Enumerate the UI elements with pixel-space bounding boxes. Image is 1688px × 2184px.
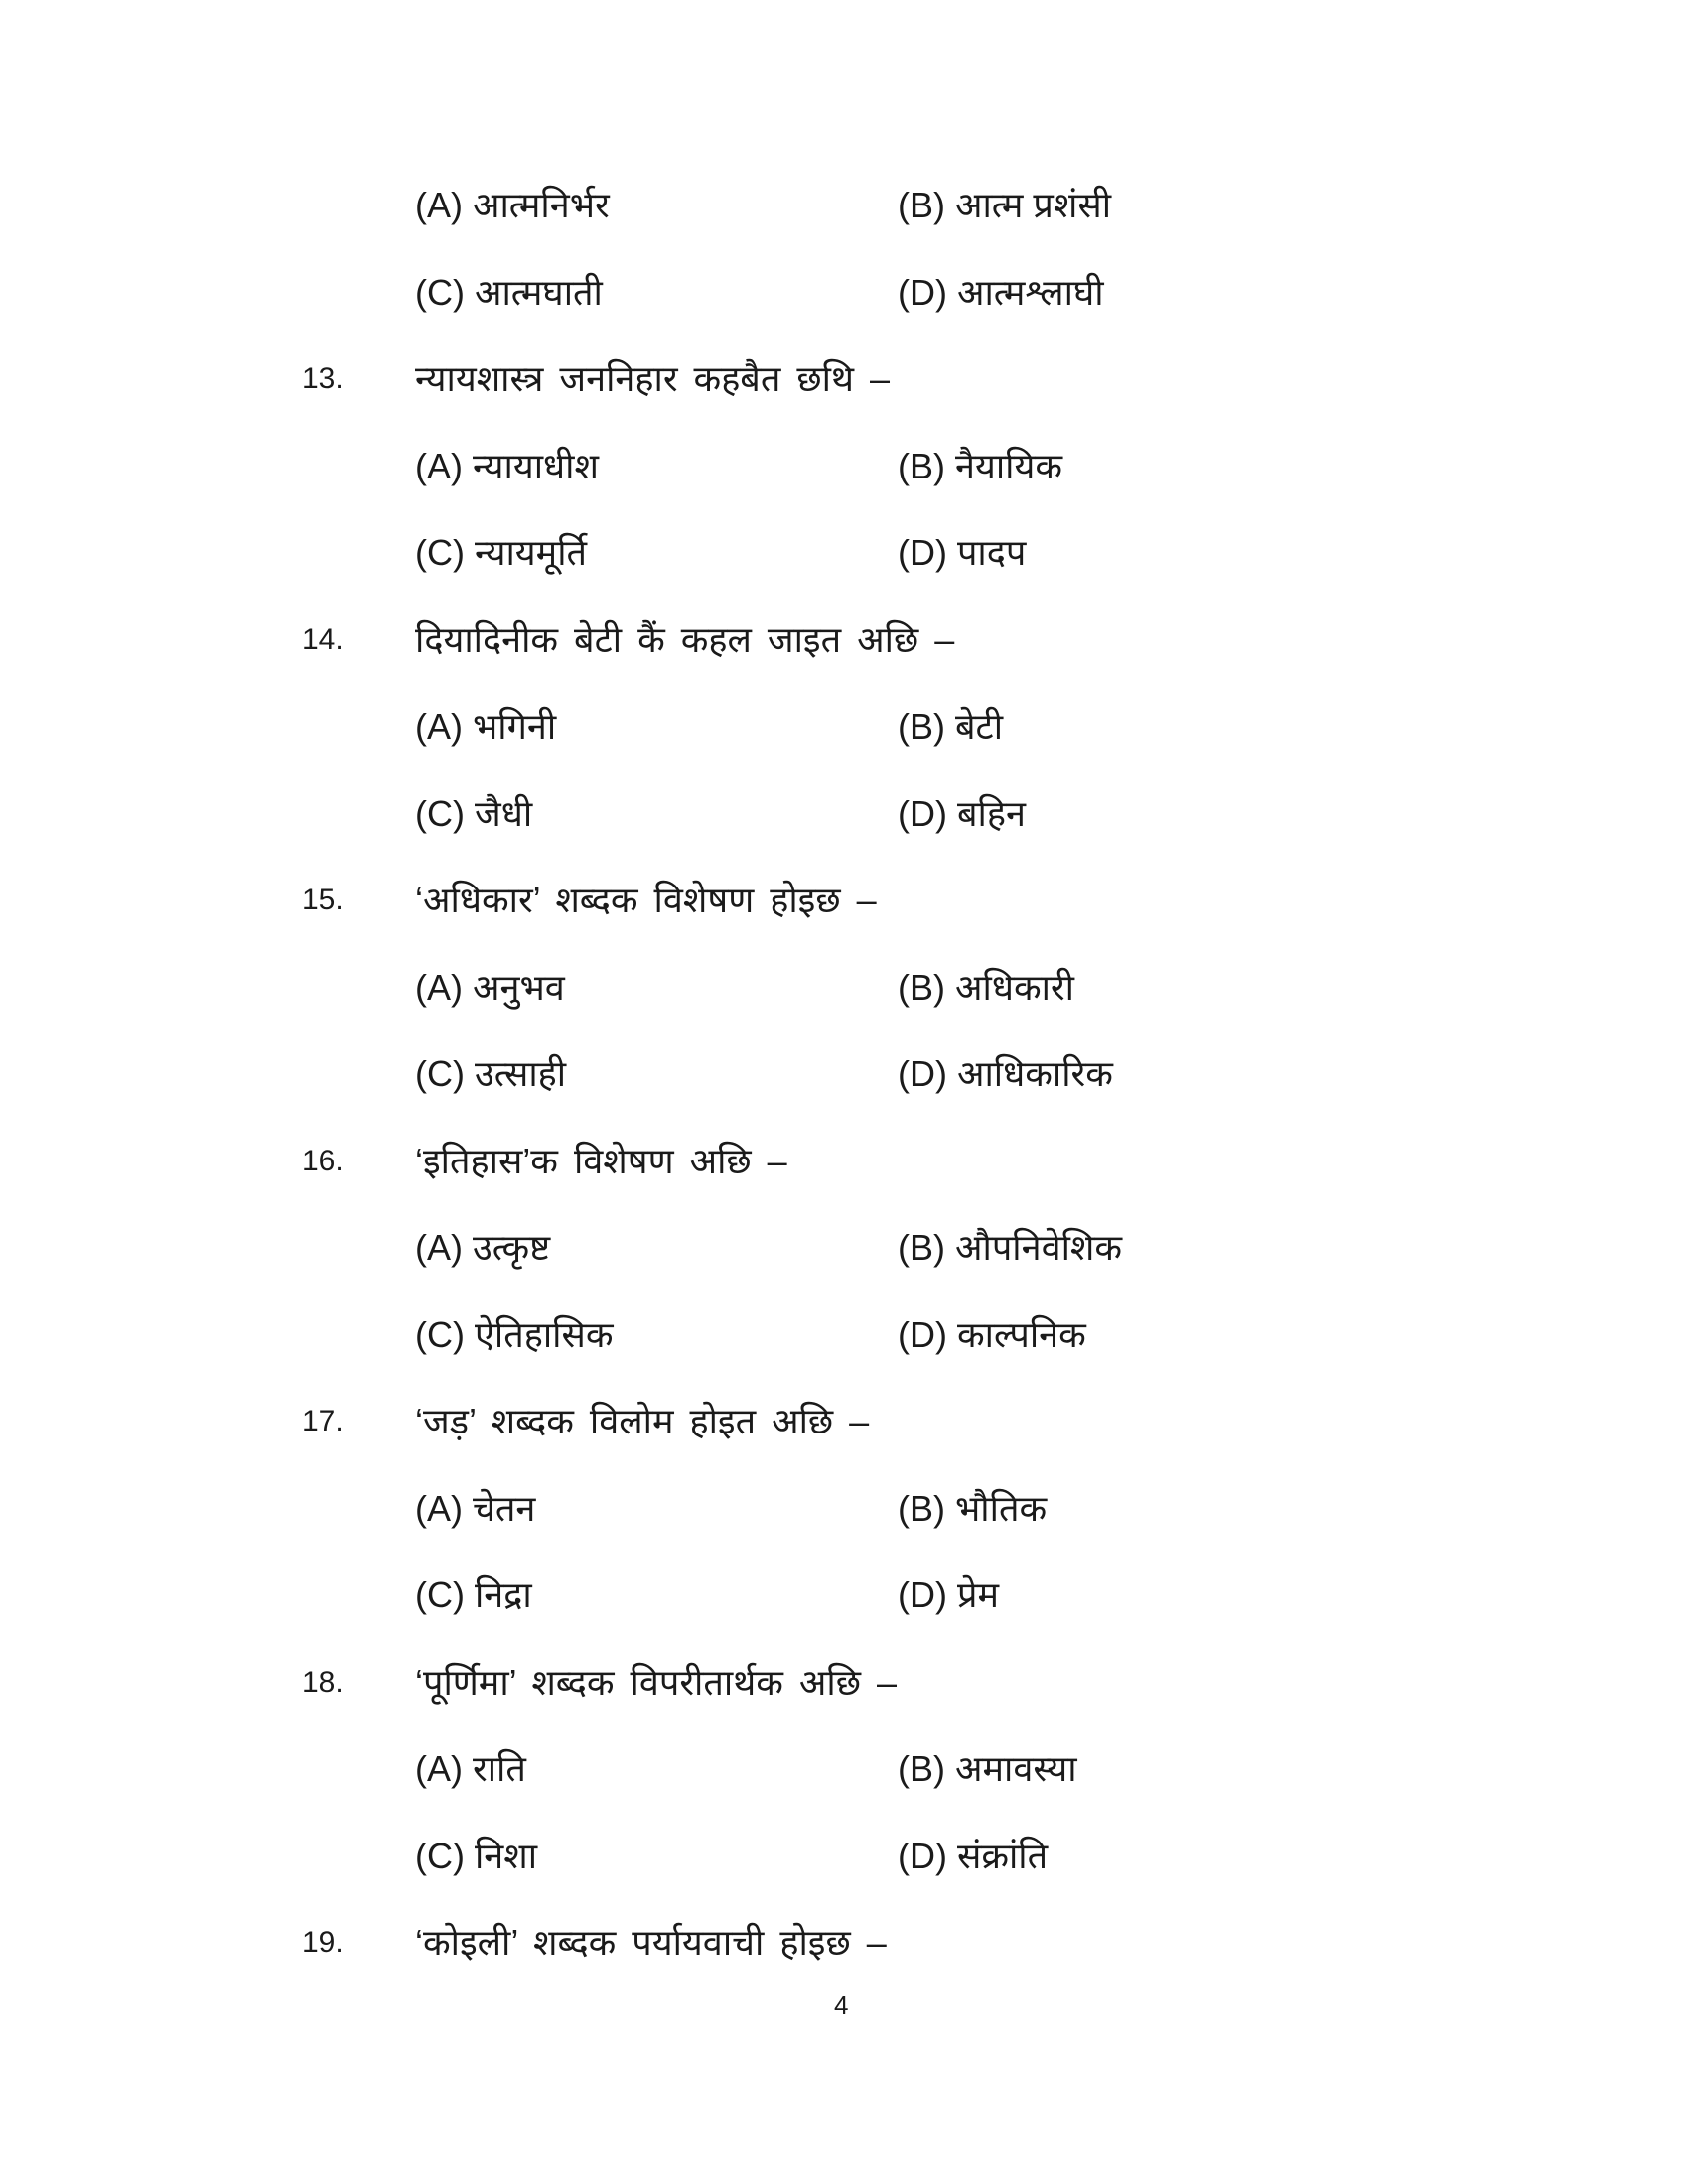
question-number: 18. <box>302 1665 344 1699</box>
option-a: (A) आत्मनिर्भर <box>415 185 610 225</box>
question-number: 17. <box>302 1405 344 1437</box>
question-text: ‘पूर्णिमा’ शब्दक विपरीतार्थक अछि – <box>415 1661 897 1703</box>
option-d: (D) आत्मश्लाघी <box>898 271 1104 313</box>
option-c: (C) न्यायमूर्ति <box>415 532 588 573</box>
option-d: (D) आधिकारिक <box>898 1053 1113 1094</box>
option-d: (D) संक्रांति <box>898 1835 1049 1876</box>
question-text: न्यायशास्त्र जननिहार कहबैत छथि – <box>415 358 890 399</box>
question-number: 14. <box>302 622 344 656</box>
option-a: (A) न्यायाधीश <box>415 445 599 486</box>
question-text: ‘कोइली’ शब्दक पर्यायवाची होइछ – <box>415 1922 887 1963</box>
option-d: (D) बहिन <box>898 792 1026 834</box>
option-a: (A) अनुभव <box>415 966 565 1008</box>
question-text: दियादिनीक बेटी कैं कहल जाइत अछि – <box>415 618 955 660</box>
option-a: (A) चेतन <box>415 1487 536 1529</box>
option-b: (B) अधिकारी <box>898 966 1074 1008</box>
question-number: 15. <box>302 884 344 916</box>
option-c: (C) जैधी <box>415 792 533 834</box>
option-b: (B) नैयायिक <box>898 445 1063 486</box>
option-c: (C) ऐतिहासिक <box>415 1313 614 1355</box>
option-b: (B) औपनिवेशिक <box>898 1227 1123 1268</box>
question-number: 19. <box>302 1926 344 1959</box>
option-a: (A) भगिनी <box>415 706 557 747</box>
option-a: (A) उत्कृष्ट <box>415 1227 551 1268</box>
question-number: 13. <box>302 362 344 395</box>
option-b: (B) बेटी <box>898 706 1004 747</box>
option-b: (B) आत्म प्रशंसी <box>898 185 1112 225</box>
option-c: (C) आत्मघाती <box>415 271 603 313</box>
question-text: ‘जड़’ शब्दक विलोम होइत अछि – <box>415 1401 870 1441</box>
option-b: (B) अमावस्या <box>898 1748 1077 1789</box>
option-c: (C) निशा <box>415 1835 538 1876</box>
question-text: ‘अधिकार’ शब्दक विशेषण होइछ – <box>415 880 877 920</box>
option-c: (C) उत्साही <box>415 1053 567 1094</box>
question-text: ‘इतिहास’क विशेषण अछि – <box>415 1140 787 1181</box>
option-a: (A) राति <box>415 1748 526 1789</box>
option-d: (D) पादप <box>898 532 1027 573</box>
option-d: (D) प्रेम <box>898 1574 999 1615</box>
option-c: (C) निद्रा <box>415 1574 532 1615</box>
question-number: 16. <box>302 1144 344 1177</box>
page-number: 4 <box>834 1990 849 2020</box>
option-d: (D) काल्पनिक <box>898 1313 1086 1355</box>
option-b: (B) भौतिक <box>898 1487 1048 1529</box>
